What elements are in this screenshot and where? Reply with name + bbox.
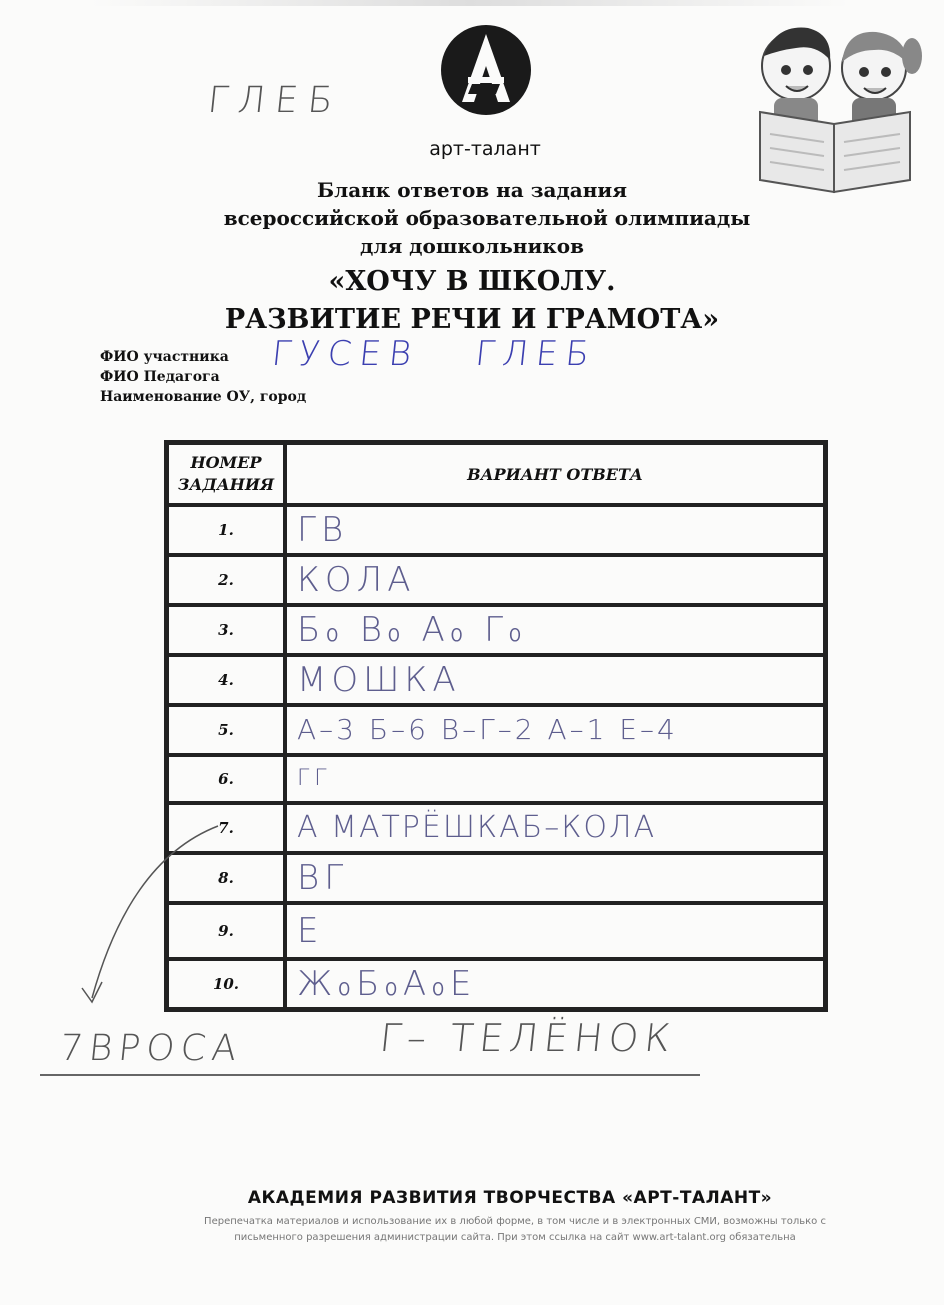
table-row [167,605,825,655]
row-number: 2. [167,555,285,605]
title-line-5: РАЗВИТИЕ РЕЧИ И ГРАМОТА» [224,304,720,335]
row-number: 7. [167,803,285,853]
row-number: 5. [167,705,285,755]
answer-text: ГГ [297,766,332,791]
handwritten-arrow [70,820,230,1020]
row-number: 10. [167,959,285,1009]
answer-text: КОЛА [297,560,416,600]
row-number: 6. [167,755,285,803]
table-row [167,705,825,755]
answer-field[interactable] [285,605,825,655]
answer-field[interactable] [285,853,825,903]
row-number: 3. [167,605,285,655]
title-line-2: всероссийской образовательной олимпиады [223,206,751,230]
title-line-3: для дошкольников [360,234,584,258]
header-task-number [167,443,285,505]
handwritten-name-top: ГЛЕБ [205,80,345,121]
children-reading-illustration [746,14,926,194]
answer-field[interactable] [285,903,825,959]
title-line-1: Бланк ответов на задания [317,178,627,202]
table-row [167,959,825,1009]
answer-text: ГВ [297,510,349,550]
participant-label: ФИО участника [100,349,229,365]
handwritten-bottom-right: Г– ТЕЛЁНОК [377,1016,679,1060]
table-row [167,755,825,803]
art-talant-logo [438,22,534,118]
table-row [167,655,825,705]
header-task-number-line2: ЗАДАНИЯ [177,475,275,494]
school-label: Наименование ОУ, город [100,389,307,405]
table-row [167,505,825,555]
answer-text: Б₀ В₀ А₀ Г₀ [297,610,527,650]
answer-field[interactable] [285,705,825,755]
answer-field[interactable] [285,655,825,705]
answer-field[interactable] [285,803,825,853]
header-answer-variant: ВАРИАНТ ОТВЕТА [285,443,825,505]
table-row [167,853,825,903]
row-number: 4. [167,655,285,705]
answer-text: А–3 Б–6 В–Г–2 А–1 Е–4 [297,713,678,746]
answer-text: А МАТРЁШКАБ–КОЛА [297,810,657,845]
table-row [167,903,825,959]
table-row [167,803,825,853]
brand-name: арт-талант [429,138,541,160]
footer-title: АКАДЕМИЯ РАЗВИТИЯ ТВОРЧЕСТВА «АРТ-ТАЛАНТ» [247,1188,773,1208]
answer-text: Е [297,911,324,951]
footer-note-line1: Перепечатка материалов и использование их в любой форме, в том числе и в электронных СМИ, возможны только с [204,1216,826,1227]
answer-text: МОШКА [297,660,461,700]
answers-table [164,440,828,1012]
answer-field[interactable] [285,755,825,803]
table-row [167,555,825,605]
answer-field[interactable] [285,505,825,555]
handwritten-bottom-left: 7ВРОСА [57,1028,245,1069]
answer-text: ВГ [297,858,349,898]
row-number: 9. [167,903,285,959]
scan-artifact-top [90,0,850,6]
row-number: 8. [167,853,285,903]
participant-name-handwritten: ГУСЕВ ГЛЕБ [269,334,599,374]
header-task-number-line1: НОМЕР [190,453,262,472]
footer-note-line2: письменного разрешения администрации сайта. При этом ссылка на сайт www.art-talant.org обязательна [234,1232,796,1243]
row-number: 1. [167,505,285,555]
answer-text: Ж₀Б₀А₀Е [297,964,477,1004]
underline-stroke [40,1074,700,1076]
answer-field[interactable] [285,555,825,605]
answer-field[interactable] [285,959,825,1009]
table-header-row [167,443,825,505]
teacher-label: ФИО Педагога [100,369,220,385]
title-line-4: «ХОЧУ В ШКОЛУ. [328,266,616,297]
